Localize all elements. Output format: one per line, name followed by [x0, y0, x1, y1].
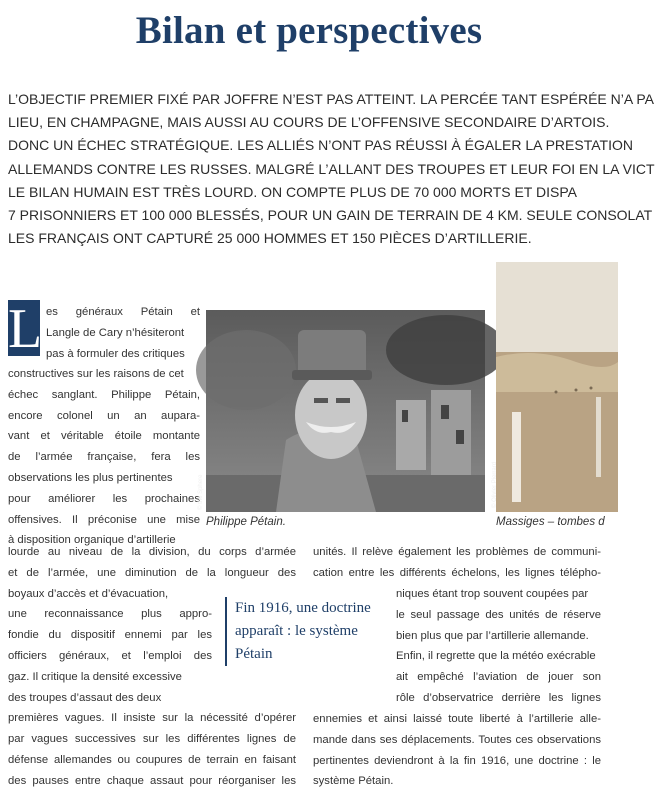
text-line: une reconnaissance plus appro-	[8, 608, 212, 621]
text-line: mande dans ses déplacements. Toutes ces observations	[313, 733, 601, 746]
pull-quote-line: Pétain	[235, 646, 273, 662]
intro-line: L’OBJECTIF PREMIER FIXÉ PAR JOFFRE N’EST PAS ATTEINT. LA PERCÉE TANT ESPÉRÉE N’A PA	[8, 91, 654, 107]
text-line: des troupes d’assaut des deux	[8, 691, 162, 704]
text-line: Enfin, il regrette que la météo exécrable	[396, 650, 596, 663]
petain-photo-illustration	[206, 310, 485, 512]
intro-paragraph	[8, 88, 655, 250]
text-line: vant et véritable étoile montante	[8, 430, 200, 443]
page-title: Bilan et perspectives	[135, 9, 483, 52]
pull-quote-line: apparaît : le système	[235, 623, 358, 639]
pull-quote	[225, 597, 400, 666]
text-line: bien plus que par l’artillerie allemande.	[396, 629, 589, 642]
massiges-photo	[492, 262, 618, 512]
text-line: cation entre les différents échelons, les lignes télépho-	[313, 566, 601, 579]
photo-credit: © Olivier Pierrard	[492, 461, 498, 508]
text-line: le seul passage des unités de réserve	[396, 608, 601, 621]
intro-line: LE BILAN HUMAIN EST TRÈS LOURD. ON COMPTE PLUS DE 70 000 MORTS ET DISPA	[8, 183, 577, 200]
text-line: ait empêché l’aviation de jouer son	[396, 671, 601, 684]
column-2-middle	[396, 584, 601, 709]
intro-line: DONC UN ÉCHEC STRATÉGIQUE. LES ALLIÉS N’ONT PAS RÉUSSI À ÉGALER LA PRESTATION	[8, 137, 633, 154]
text-line: système Pétain.	[313, 775, 394, 788]
text-line: es généraux Pétain et	[46, 306, 200, 318]
text-line: pour améliorer les prochaines	[8, 492, 200, 505]
photo-credit: © the Sphere	[198, 474, 204, 510]
text-line: à disposition organique d’artillerie	[8, 534, 176, 547]
drop-cap: L	[8, 298, 43, 360]
column-1-bottom	[8, 542, 296, 792]
text-line: lourde au niveau de la division, du corps d’armée	[8, 546, 296, 558]
text-line: fondie du dispositif ennemi par les	[8, 629, 212, 642]
text-line: défense allemandes ou coupures de terrain en faisant	[8, 753, 296, 766]
photo-caption: Philippe Pétain.	[206, 516, 286, 528]
text-line: Langle de Cary n’hésiteront	[46, 326, 185, 339]
text-line: constructives sur les raisons de cet	[8, 368, 184, 380]
text-line: premières vagues. Il insiste sur la nécessité d’opérer	[8, 712, 296, 725]
text-line: échec sanglant. Philippe Pétain,	[8, 388, 200, 401]
text-line: des pauses entre chaque assaut pour réorganiser les	[8, 774, 296, 787]
intro-line: LIEU, EN CHAMPAGNE, MAIS AUSSI AU COURS DE L’OFFENSIVE SECONDAIRE D’ARTOIS.	[8, 114, 610, 131]
text-line: pas à formuler des critiques	[46, 347, 185, 360]
text-line: pertinentes deviendront à la fin 1916, une doctrine : le	[313, 754, 601, 767]
text-line: gaz. Il critique la densité excessive	[8, 670, 182, 683]
text-line: rôle d’observatrice derrière les lignes	[396, 691, 601, 704]
pull-quote-line: Fin 1916, une doctrine	[235, 600, 371, 616]
text-line: boyaux d’accès et d’évacuation,	[8, 587, 169, 600]
text-line: unités. Il relève également les problèmes de communi-	[313, 546, 601, 558]
text-line: ennemies et ainsi laissé toute liberté à l’artillerie alle-	[313, 713, 601, 725]
intro-line: LES FRANÇAIS ONT CAPTURÉ 25 000 HOMMES ET 150 PIÈCES D’ARTILLERIE.	[8, 230, 532, 247]
column-1-middle	[8, 364, 200, 551]
text-line: offensives. Il préconise une mise	[8, 513, 200, 526]
column-2-top	[313, 542, 601, 584]
text-line: et de l’armée, une diminution de la longueur des	[8, 566, 296, 579]
petain-photo	[198, 310, 485, 512]
column-2-bottom	[313, 709, 601, 792]
text-line: encore colonel un an aupara-	[8, 409, 200, 422]
intro-line: ALLEMANDS CONTRE LES RUSSES. MALGRÉ L’ALLANT DES TROUPES ET LEUR FOI EN LA VICT	[8, 160, 655, 177]
text-line: par vagues successives sur les différentes lignes de	[8, 733, 296, 746]
text-line: de l’armée française, fera les	[8, 451, 200, 464]
text-line: observations les plus pertinentes	[8, 471, 173, 484]
text-line: officiers généraux, et l’emploi des	[8, 649, 212, 662]
photo-caption: Massiges – tombes d	[496, 516, 605, 528]
massiges-photo-illustration	[496, 262, 618, 512]
text-line: niques étant trop souvent coupées par	[396, 588, 589, 600]
column-1-top	[46, 302, 200, 364]
intro-line: 7 PRISONNIERS ET 100 000 BLESSÉS, POUR UN GAIN DE TERRAIN DE 4 KM. SEULE CONSOLAT	[8, 207, 653, 224]
